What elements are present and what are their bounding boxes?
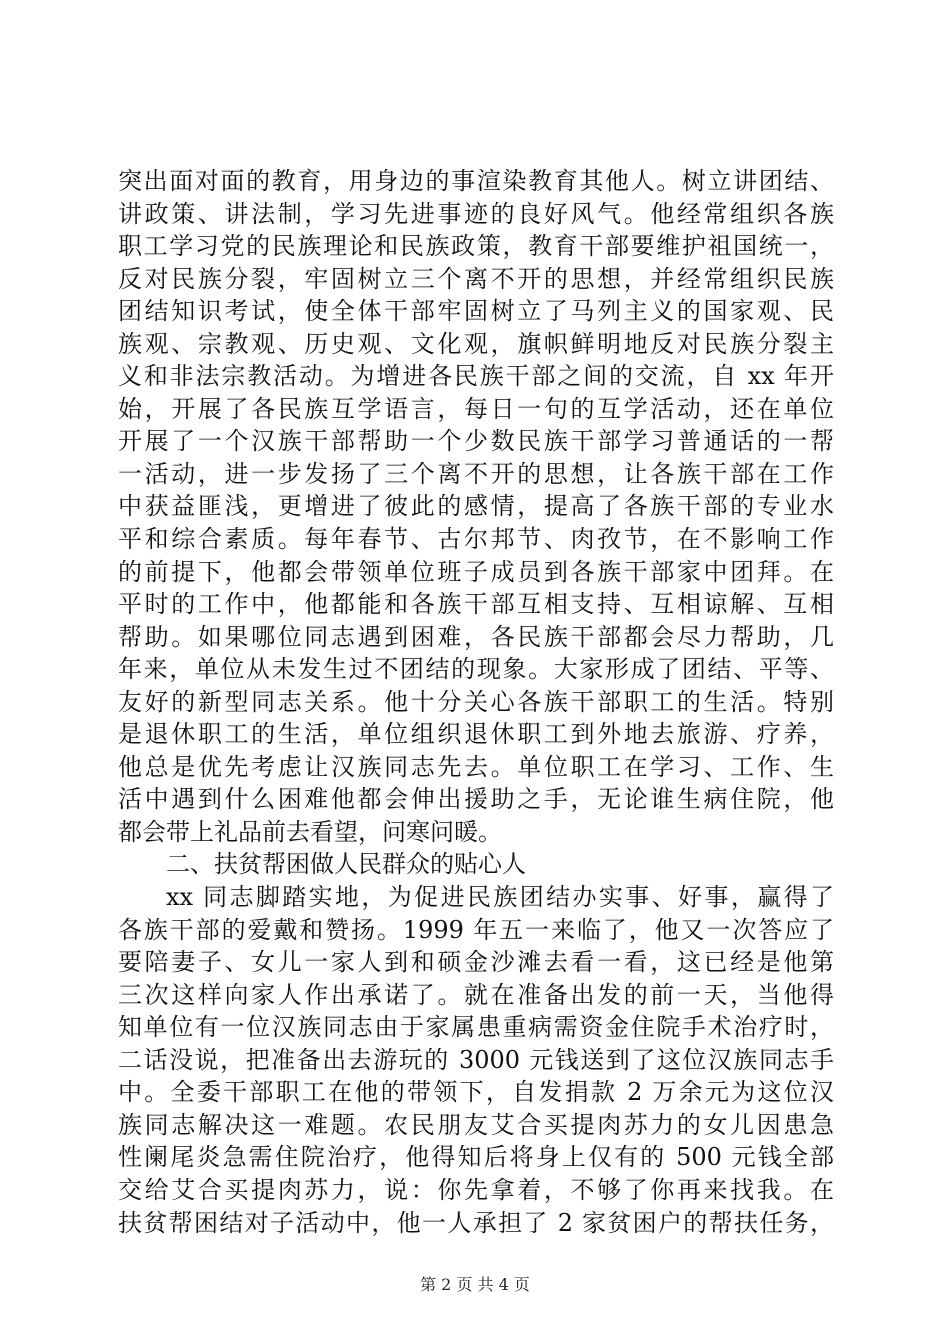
text-line: 始，开展了各民族互学语言，每日一句的互学活动，还在单位 (118, 394, 834, 423)
text-line: 讲政策、讲法制，学习先进事迹的良好风气。他经常组织各族 (118, 199, 834, 228)
text-line: 扶贫帮困结对子活动中，他一人承担了 2 家贫困户的帮扶任务， (118, 1208, 834, 1237)
text-line: 性阑尾炎急需住院治疗，他得知后将身上仅有的 500 元钱全部 (118, 1143, 834, 1172)
text-line: 一活动，进一步发扬了三个离不开的思想，让各族干部在工作 (118, 459, 834, 488)
text-line: 开展了一个汉族干部帮助一个少数民族干部学习普通话的一帮 (118, 427, 834, 456)
text-line: 中。全委干部职工在他的带领下，自发捐款 2 万余元为这位汉 (118, 1078, 834, 1107)
text-line: 交给艾合买提肉苏力，说：你先拿着，不够了你再来找我。在 (118, 1175, 834, 1204)
text-line: 各族干部的爱戴和赞扬。1999 年五一来临了，他又一次答应了 (118, 915, 834, 944)
paragraph-end-line: 都会带上礼品前去看望，问寒问暖。 (118, 817, 502, 846)
text-line: 活中遇到什么困难他都会伸出援助之手，无论谁生病住院，他 (118, 785, 834, 814)
text-line: 三次这样向家人作出承诺了。就在准备出发的前一天，当他得 (118, 980, 834, 1009)
paragraph-start-line: xx 同志脚踏实地，为促进民族团结办实事、好事，赢得了 (166, 883, 834, 912)
text-line: 平和综合素质。每年春节、古尔邦节、肉孜节，在不影响工作 (118, 525, 834, 554)
text-line: 族同志解决这一难题。农民朋友艾合买提肉苏力的女儿因患急 (118, 1110, 834, 1139)
text-line: 族观、宗教观、历史观、文化观，旗帜鲜明地反对民族分裂主 (118, 329, 834, 358)
text-line: 中获益匪浅，更增进了彼此的感情，提高了各族干部的专业水 (118, 492, 834, 521)
text-line: 二话没说，把准备出去游玩的 3000 元钱送到了这位汉族同志手 (118, 1045, 834, 1074)
text-line: 职工学习党的民族理论和民族政策，教育干部要维护祖国统一， (118, 232, 834, 261)
text-line: 他总是优先考虑让汉族同志先去。单位职工在学习、工作、生 (118, 752, 834, 781)
text-line: 知单位有一位汉族同志由于家属患重病需资金住院手术治疗时， (118, 1013, 834, 1042)
text-line: 团结知识考试，使全体干部牢固树立了马列主义的国家观、民 (118, 297, 834, 326)
section-heading: 二、扶贫帮困做人民群众的贴心人 (166, 850, 526, 879)
text-line: 友好的新型同志关系。他十分关心各族干部职工的生活。特别 (118, 687, 834, 716)
text-line: 义和非法宗教活动。为增进各民族干部之间的交流，自 xx 年开 (118, 362, 834, 391)
body-text (118, 165, 834, 1239)
text-line: 帮助。如果哪位同志遇到困难，各民族干部都会尽力帮助，几 (118, 622, 834, 651)
text-line: 是退休职工的生活，单位组织退休职工到外地去旅游、疗养， (118, 720, 834, 749)
text-line: 反对民族分裂，牢固树立三个离不开的思想，并经常组织民族 (118, 264, 834, 293)
page-number-footer: 第 2 页 共 4 页 (420, 1275, 530, 1294)
text-line: 平时的工作中，他都能和各族干部互相支持、互相谅解、互相 (118, 590, 834, 619)
text-line: 突出面对面的教育，用身边的事渲染教育其他人。树立讲团结、 (118, 167, 834, 195)
text-line: 要陪妻子、女儿一家人到和硕金沙滩去看一看，这已经是他第 (118, 948, 834, 977)
text-line: 的前提下，他都会带领单位班子成员到各族干部家中团拜。在 (118, 557, 834, 586)
text-line: 年来，单位从未发生过不团结的现象。大家形成了团结、平等、 (118, 655, 834, 684)
